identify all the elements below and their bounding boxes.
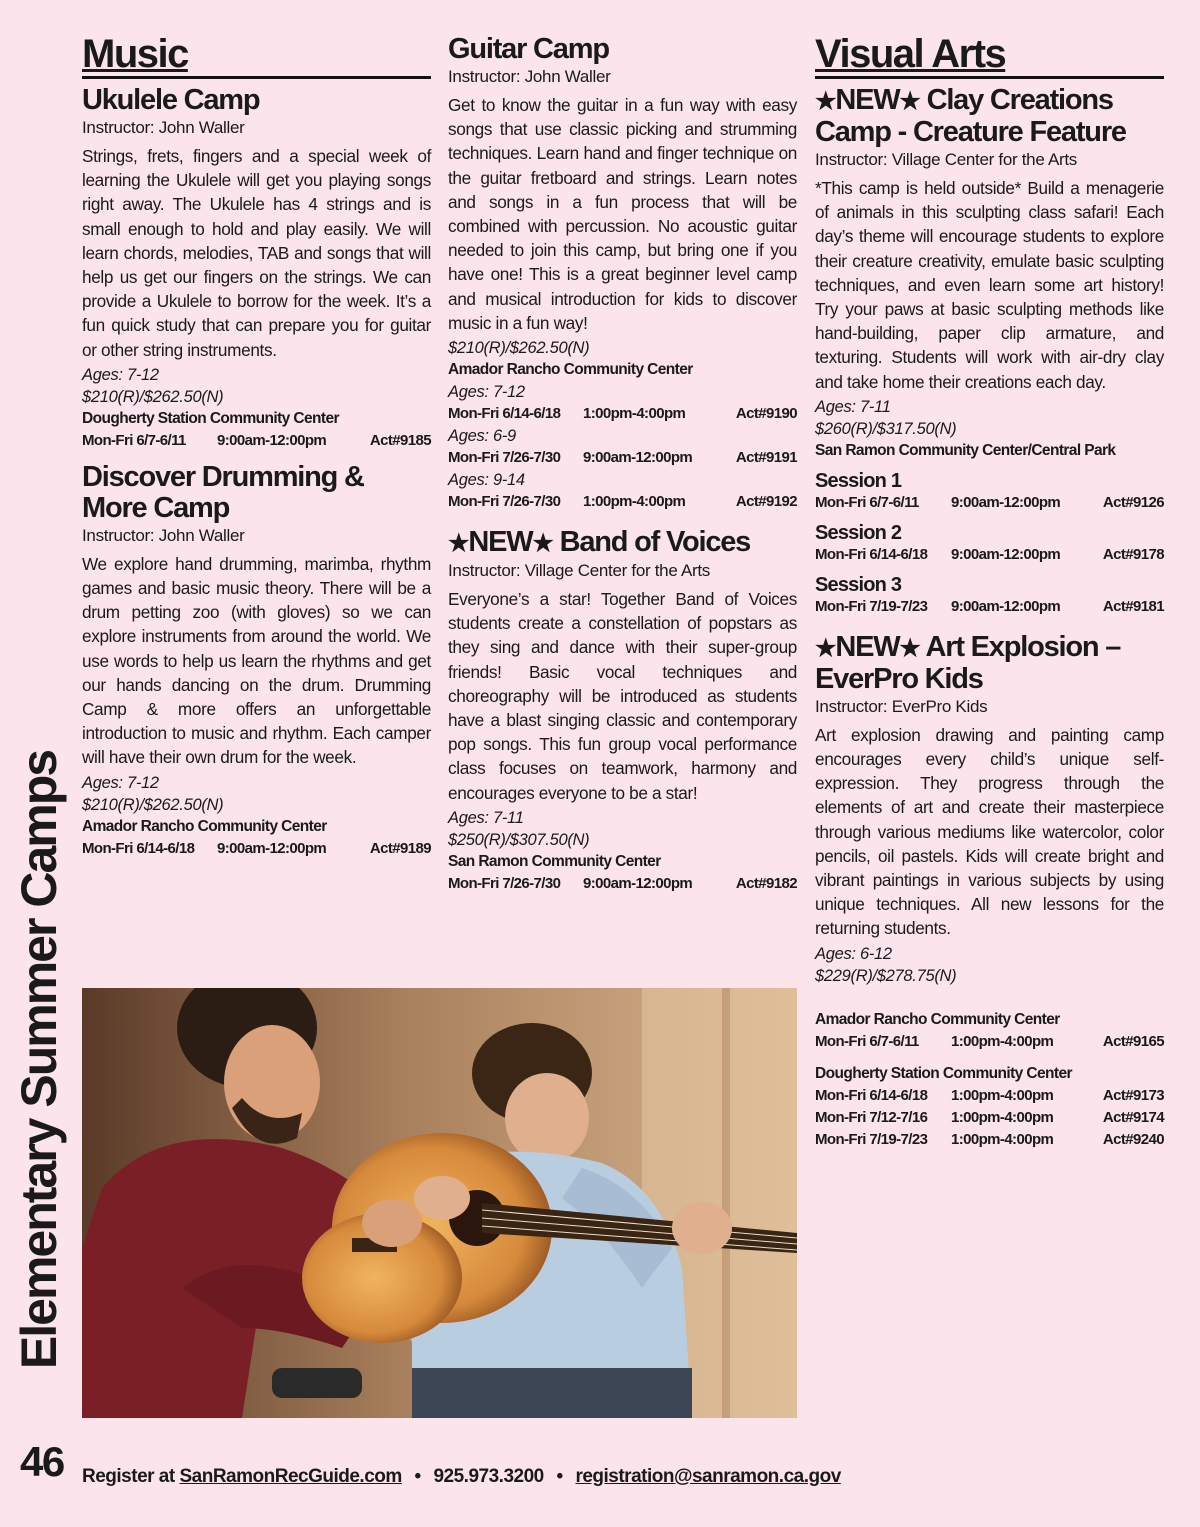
explosion-title-text: Art Explosion – EverPro Kids [815, 630, 1121, 695]
session-dates: Mon-Fri 6/7-6/11 [815, 493, 919, 511]
separator-dot: • [556, 1466, 563, 1487]
session-dates: Mon-Fri 7/26-7/30 [448, 874, 561, 892]
guitar-session-row [448, 447, 797, 469]
explosion-session-row [815, 1085, 1164, 1107]
star-icon: ★ [532, 530, 553, 558]
clay-ages: Ages: 7-11 [815, 397, 891, 416]
clay-session-row [815, 596, 1164, 618]
session-time: 9:00am-12:00pm [583, 449, 693, 467]
session-dates: Mon-Fri 6/7-6/11 [82, 431, 186, 449]
activity-number: Act#9165 [1102, 1032, 1164, 1050]
session-dates: Mon-Fri 6/14-6/18 [448, 405, 561, 423]
ukulele-location: Dougherty Station Community Center [82, 409, 339, 427]
website-link[interactable]: SanRamonRecGuide.com [179, 1466, 402, 1487]
guitar-description: Get to know the guitar in a fun way with easy songs that use classic picking and strumming techniques. Learn hand and finger technique on the guitar fretboard and strings. Learn notes and songs in a fun process that will be combined with percussion. No acoustic guitar needed to join this camp, but bring one if you have one! This is a great beginner level camp and musical introduction for kids to discover music in a fun way! [448, 95, 797, 333]
ukulele-title: Ukulele Camp [82, 84, 260, 116]
drumming-session-row [82, 838, 431, 860]
clay-session-label: Session 1 [815, 469, 902, 492]
guitar-instructor: Instructor: John Waller [448, 67, 611, 86]
explosion-ages: Ages: 6-12 [815, 944, 892, 963]
guitar-title: Guitar Camp [448, 33, 609, 65]
star-icon: ★ [448, 530, 469, 558]
new-badge: NEW [468, 526, 533, 559]
guitar-ages-1: Ages: 7-12 [448, 383, 525, 402]
session-time: 9:00am-12:00pm [583, 874, 693, 892]
clay-location: San Ramon Community Center/Central Park [815, 441, 1116, 459]
explosion-session-row [815, 1129, 1164, 1151]
drumming-instructor: Instructor: John Waller [82, 525, 245, 545]
session-time: 9:00am-12:00pm [217, 431, 327, 449]
separator-dot: • [414, 1466, 421, 1487]
star-icon: ★ [899, 88, 920, 115]
activity-number: Act#9191 [735, 449, 797, 467]
activity-number: Act#9189 [369, 839, 431, 857]
session-dates: Mon-Fri 6/14-6/18 [815, 545, 928, 563]
session-time: 9:00am-12:00pm [217, 839, 327, 857]
footer [82, 1466, 841, 1488]
star-icon: ★ [815, 88, 836, 115]
band-ages: Ages: 7-11 [448, 808, 524, 827]
session-dates: Mon-Fri 7/19-7/23 [815, 1130, 928, 1148]
music-column [82, 30, 431, 860]
session-time: 9:00am-12:00pm [951, 493, 1061, 511]
drumming-title: Discover Drumming & More Camp [82, 460, 364, 524]
clay-session-label: Session 2 [815, 521, 902, 544]
session-dates: Mon-Fri 7/26-7/30 [448, 493, 561, 511]
guitar-lesson-photo [82, 988, 797, 1418]
visual-arts-column [815, 30, 1164, 1151]
clay-title-text: Clay Creations Camp - Creature Feature [815, 84, 1126, 148]
session-dates: Mon-Fri 7/26-7/30 [448, 449, 561, 467]
clay-session-row [815, 544, 1164, 566]
ukulele-description: Strings, frets, fingers and a special week of learning the Ukulele will get you playing songs right away. The Ukulele has 4 strings and is small enough to hold and play easily. We will learn chords, melodies, TAB and songs that will help us get our fingers on the strings. We can provide a Ukulele to borrow for the week. It’s a fun quick study that can prepare you for guitar or other string instruments. [82, 146, 431, 360]
activity-number: Act#9190 [735, 405, 797, 423]
guitar-column [448, 30, 797, 895]
new-badge: NEW [835, 84, 900, 116]
side-title-container [8, 750, 70, 1370]
clay-session-label: Session 3 [815, 573, 902, 596]
activity-number: Act#9126 [1102, 493, 1164, 511]
guitar-session-row [448, 403, 797, 425]
activity-number: Act#9173 [1102, 1086, 1164, 1104]
session-dates: Mon-Fri 6/14-6/18 [815, 1086, 928, 1104]
band-session-row [448, 873, 797, 895]
explosion-instructor: Instructor: EverPro Kids [815, 696, 988, 716]
side-title: Elementary Summer Camps [11, 750, 67, 1370]
footer-prefix: Register at [82, 1466, 175, 1487]
email-link[interactable]: registration@sanramon.ca.gov [575, 1466, 841, 1487]
explosion-title [815, 632, 1164, 695]
star-icon: ★ [899, 634, 920, 662]
guitar-session-row [448, 491, 797, 513]
session-dates: Mon-Fri 6/14-6/18 [82, 839, 195, 857]
ukulele-price: $210(R)/$262.50(N) [82, 387, 224, 406]
activity-number: Act#9182 [735, 874, 797, 892]
explosion-price: $229(R)/$278.75(N) [815, 966, 957, 985]
session-dates: Mon-Fri 7/19-7/23 [815, 597, 928, 615]
activity-number: Act#9178 [1102, 545, 1164, 563]
session-time: 9:00am-12:00pm [951, 545, 1061, 563]
session-time: 1:00pm-4:00pm [583, 405, 686, 423]
band-price: $250(R)/$307.50(N) [448, 830, 590, 849]
band-title [448, 527, 797, 559]
music-heading: Music [82, 30, 431, 79]
session-time: 1:00pm-4:00pm [583, 493, 686, 511]
explosion-session-row [815, 1107, 1164, 1129]
session-time: 1:00pm-4:00pm [951, 1130, 1054, 1148]
explosion-location: Amador Rancho Community Center [815, 1010, 1060, 1028]
clay-description: *This camp is held outside* Build a menagerie of animals in this sculpting class safari! Each day’s theme will encourage students to explore their creature creativity, emulate basic sculpting techniques, and even learn some art history! Try your paws at basic sculpting methods like hand-building, paper clip armature, and texturing. Students will work with air-dry clay and take home their creations each day. [815, 178, 1164, 392]
session-time: 9:00am-12:00pm [951, 597, 1061, 615]
activity-number: Act#9174 [1102, 1108, 1164, 1126]
page-number: 46 [20, 1438, 64, 1485]
session-time: 1:00pm-4:00pm [951, 1086, 1054, 1104]
guitar-location: Amador Rancho Community Center [448, 361, 693, 379]
drumming-price: $210(R)/$262.50(N) [82, 795, 224, 814]
session-dates: Mon-Fri 6/7-6/11 [815, 1032, 919, 1050]
clay-instructor: Instructor: Village Center for the Arts [815, 150, 1078, 169]
session-time: 1:00pm-4:00pm [951, 1108, 1054, 1126]
explosion-session-row [815, 1031, 1164, 1053]
explosion-location: Dougherty Station Community Center [815, 1064, 1072, 1082]
clay-title [815, 85, 1164, 148]
band-instructor: Instructor: Village Center for the Arts [448, 561, 711, 581]
clay-price: $260(R)/$317.50(N) [815, 419, 957, 438]
star-icon: ★ [815, 634, 836, 662]
visual-arts-heading: Visual Arts [815, 30, 1164, 79]
activity-number: Act#9240 [1102, 1130, 1164, 1148]
guitar-ages-3: Ages: 9-14 [448, 471, 525, 490]
guitar-ages-2: Ages: 6-9 [448, 427, 516, 446]
phone-number[interactable]: 925.973.3200 [433, 1466, 544, 1487]
ukulele-session-row [82, 430, 431, 452]
band-location: San Ramon Community Center [448, 852, 661, 870]
new-badge: NEW [835, 630, 900, 663]
photo-illustration [82, 988, 797, 1418]
ukulele-instructor: Instructor: John Waller [82, 118, 245, 137]
explosion-description: Art explosion drawing and painting camp encourages every child’s unique self-expression. They progress through the elements of art and create their masterpiece through various mediums like watercolor, color pencils, oil pastels. Kids will create bright and vibrant paintings in various subjects by using unique techniques. All new lessons for the returning students. [815, 724, 1164, 939]
guitar-price: $210(R)/$262.50(N) [448, 339, 590, 358]
drumming-ages: Ages: 7-12 [82, 773, 159, 792]
activity-number: Act#9181 [1102, 597, 1164, 615]
band-title-text: Band of Voices [559, 526, 751, 559]
ukulele-ages: Ages: 7-12 [82, 365, 159, 384]
session-dates: Mon-Fri 7/12-7/16 [815, 1108, 928, 1126]
drumming-location: Amador Rancho Community Center [82, 817, 327, 835]
session-time: 1:00pm-4:00pm [951, 1032, 1054, 1050]
activity-number: Act#9192 [735, 493, 797, 511]
drumming-description: We explore hand drumming, marimba, rhythm games and basic music theory. There will be a drum petting zoo (with gloves) so we can explore instruments from around the world. We use words to help us learn the rhythms and get our hands dancing on the drum. Drumming Camp & more offers an unforgettable introduction to music and rhythm. Each camper will have their own drum for the week. [82, 553, 431, 768]
activity-number: Act#9185 [369, 431, 431, 449]
band-description: Everyone’s a star! Together Band of Voices students create a constellation of popstars as they sing and dance with their super-group friends! Basic vocal techniques and choreography will be introduced as students have a blast singing classic and contemporary pop songs. This fun group vocal performance class focuses on teamwork, harmony and encourages everyone to be a star! [448, 589, 797, 803]
clay-session-row [815, 492, 1164, 514]
